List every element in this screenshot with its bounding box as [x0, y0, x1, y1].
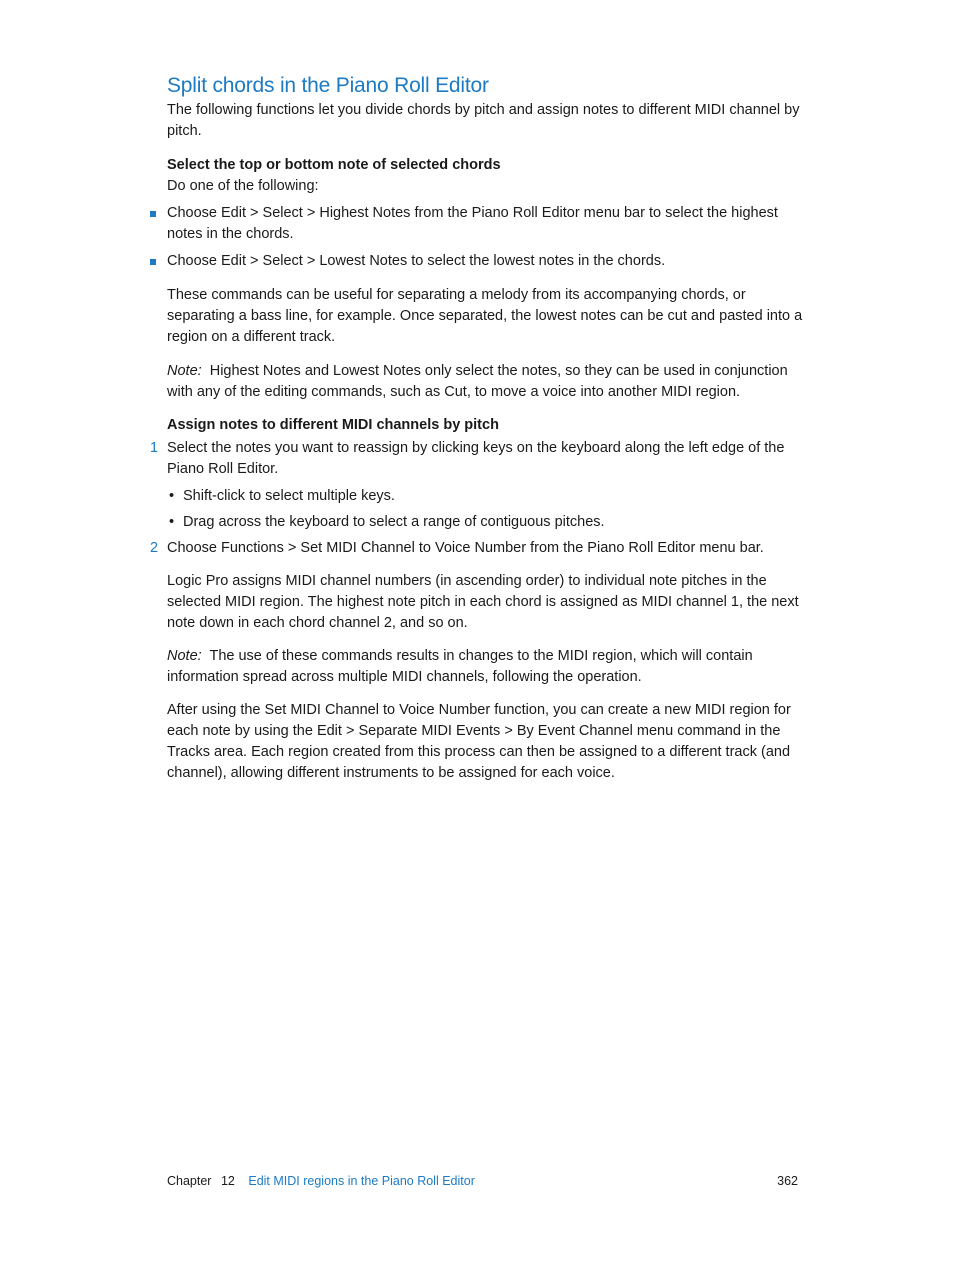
note-paragraph — [167, 361, 807, 403]
note-label: Note: — [167, 648, 202, 664]
option-text: Choose Edit > Select > Highest Notes from the Piano Roll Editor menu bar to select the highest notes in the chords. — [167, 205, 778, 242]
sub-bullet-item — [167, 512, 807, 533]
sub-bullet-text: Drag across the keyboard to select a range of contiguous pitches. — [183, 514, 605, 530]
square-bullet-icon — [150, 211, 156, 217]
step-item — [150, 438, 807, 533]
option-item — [167, 203, 807, 245]
option-list — [167, 203, 807, 272]
task-heading-select-notes: Select the top or bottom note of selected chords — [167, 157, 501, 173]
step-item — [150, 538, 807, 559]
section-title: Split chords in the Piano Roll Editor — [167, 74, 489, 97]
sub-bullet-item — [167, 486, 807, 507]
step-number: 1 — [150, 440, 159, 456]
dot-bullet-icon: • — [169, 488, 175, 504]
note-text: Highest Notes and Lowest Notes only select the notes, so they can be used in conjunction with any of the editing commands, such as Cut, to move a voice into another MIDI region. — [167, 363, 788, 400]
footer-chapter-title-link[interactable]: Edit MIDI regions in the Piano Roll Editor — [248, 1174, 475, 1188]
task-lead: Do one of the following: — [167, 178, 319, 194]
sub-bullet-list — [167, 486, 807, 533]
step-text: Choose Functions > Set MIDI Channel to Voice Number from the Piano Roll Editor menu bar. — [167, 540, 764, 556]
option-text: Choose Edit > Select > Lowest Notes to select the lowest notes in the chords. — [167, 253, 666, 269]
note-text: The use of these commands results in changes to the MIDI region, which will contain information spread across multiple MIDI channels, following the operation. — [167, 648, 753, 685]
body-paragraph: These commands can be useful for separating a melody from its accompanying chords, or separating a bass line, for example. Once separated, the lowest notes can be cut and pasted into a region on a different track. — [167, 287, 803, 345]
body-paragraph: After using the Set MIDI Channel to Voice Number function, you can create a new MIDI region for each note by using the Edit > Separate MIDI Events > By Event Channel menu command in the Tracks area. Each region created from this process can then be assigned to a different track (and channel), allowing different instruments to be assigned for each voice. — [167, 702, 791, 781]
page-content — [150, 72, 807, 784]
page-footer — [167, 1172, 798, 1190]
note-label: Note: — [167, 363, 202, 379]
step-text: Select the notes you want to reassign by clicking keys on the keyboard along the left edge of the Piano Roll Editor. — [167, 440, 785, 477]
step-number: 2 — [150, 540, 159, 556]
body-paragraph: Logic Pro assigns MIDI channel numbers (in ascending order) to individual note pitches in the selected MIDI region. The highest note pitch in each chord is assigned as MIDI channel 1, the next note down in each chord channel 2, and so on. — [167, 573, 799, 631]
footer-chapter-label: Chapter — [167, 1174, 212, 1188]
step-list — [150, 438, 807, 559]
dot-bullet-icon: • — [169, 514, 175, 530]
task-heading-assign-channels: Assign notes to different MIDI channels by pitch — [167, 417, 499, 433]
square-bullet-icon — [150, 259, 156, 265]
section-intro: The following functions let you divide chords by pitch and assign notes to different MIDI channel by pitch. — [167, 102, 800, 139]
footer-page-number: 362 — [777, 1174, 798, 1188]
note-paragraph — [167, 646, 807, 688]
sub-bullet-text: Shift-click to select multiple keys. — [183, 488, 395, 504]
option-item — [167, 251, 807, 272]
footer-chapter-number: 12 — [220, 1174, 235, 1188]
